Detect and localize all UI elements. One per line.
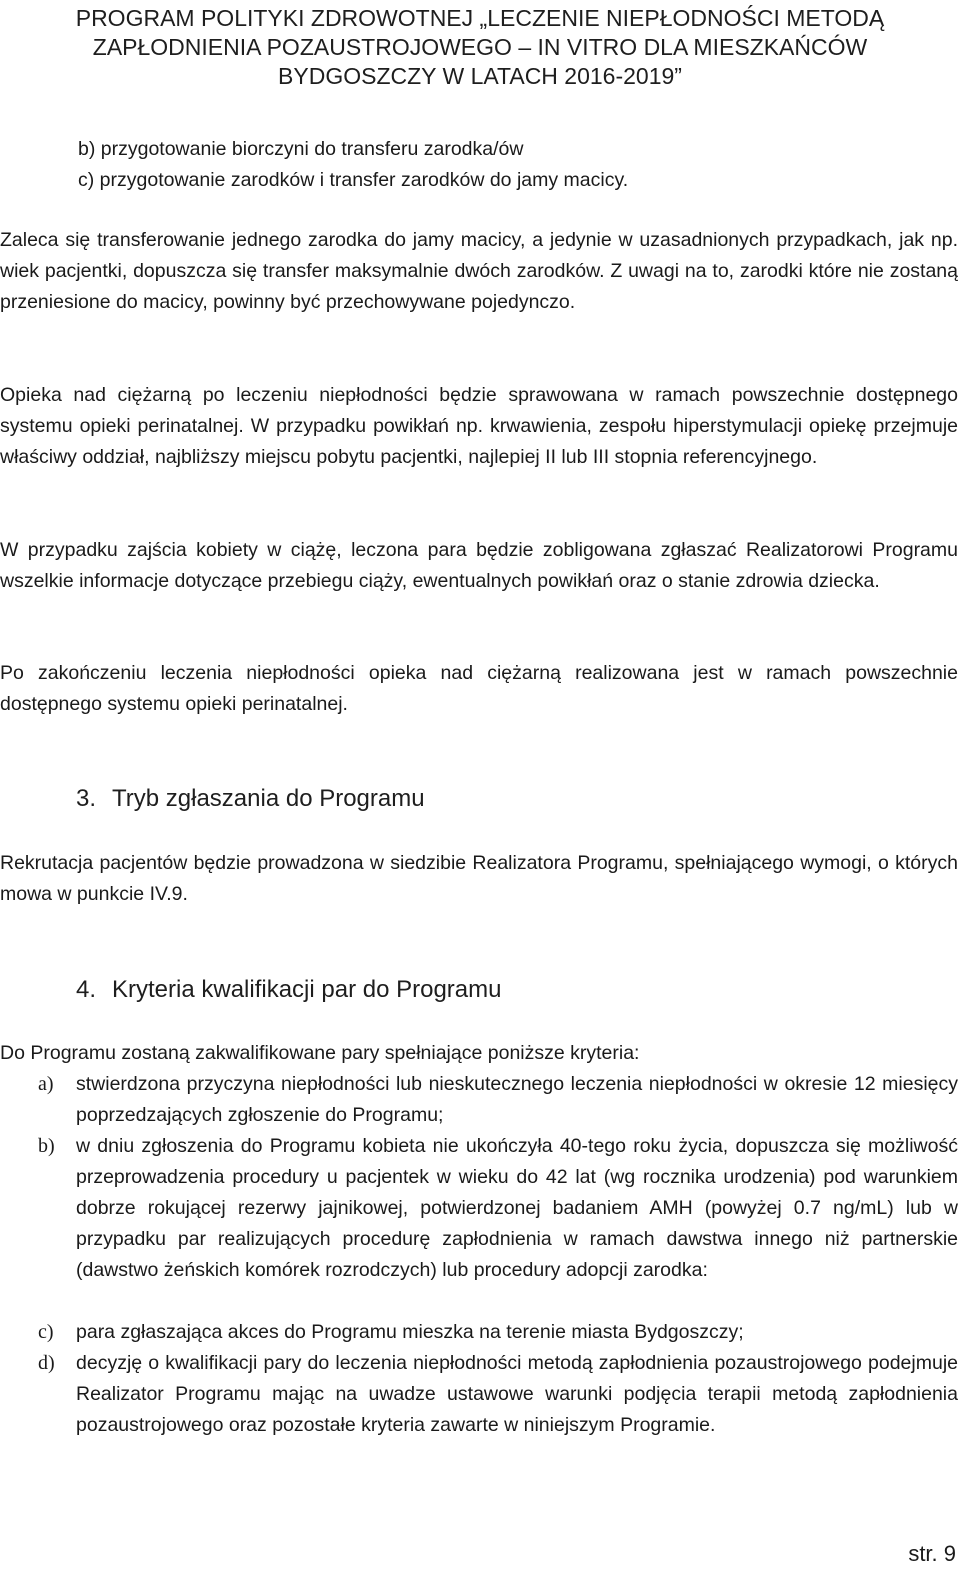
section-3-heading <box>76 783 425 815</box>
section-3-number: 3. <box>76 785 97 812</box>
section-4-intro: Do Programu zostaną zakwalifikowane pary spełniające poniższe kryteria: <box>0 1042 640 1064</box>
criterion-marker: a) <box>38 1073 54 1095</box>
section-4-title: Kryteria kwalifikacji par do Programu <box>112 976 502 1003</box>
section-4-number: 4. <box>76 976 97 1003</box>
paragraph-transfer: Zaleca się transferowanie jednego zarodka do jamy macicy, a jedynie w uzasadnionych przypadkach, jak np. wiek pacjentki, dopuszcza się transfer maksymalnie dwóch zarodków. Z uwagi na to, zarodki które nie zostaną przeniesione do macicy, powinny być przechowywane pojedynczo. <box>0 229 958 313</box>
header-line-2: ZAPŁODNIENIA POZAUSTROJOWEGO – IN VITRO DLA MIESZKAŃCÓW <box>92 34 868 60</box>
criterion-b <box>0 1131 958 1286</box>
criterion-text: para zgłaszająca akces do Programu mieszka na terenie miasta Bydgoszczy; <box>76 1321 744 1343</box>
criterion-text: decyzję o kwalifikacji pary do leczenia niepłodności metodą zapłodnienia pozaustrojowego podejmuje Realizator Programu mając na uwadze ustawowe warunki podjęcia terapii metodą zapłodnienia pozaustrojowego oraz pozostałe kryteria zawarte w niniejszym Programie. <box>76 1352 958 1436</box>
list-item-b: b) przygotowanie biorczyni do transferu zarodka/ów <box>78 138 524 160</box>
paragraph-care: Opieka nad ciężarną po leczeniu niepłodności będzie sprawowana w ramach powszechnie dostępnego systemu opieki perinatalnej. W przypadku powikłań np. krwawienia, zespołu hiperstymulacji opiekę przejmuje właściwy oddział, najbliższy miejscu pobytu pacjentki, najlepiej II lub III stopnia referencyjnego. <box>0 384 958 468</box>
criterion-a <box>0 1069 958 1131</box>
paragraph-after-treatment: Po zakończeniu leczenia niepłodności opieka nad ciężarną realizowana jest w ramach powszechnie dostępnego systemu opieki perinatalnej. <box>0 662 958 715</box>
section-4-heading <box>76 974 501 1006</box>
criterion-marker: d) <box>38 1352 55 1374</box>
section-3-text: Rekrutacja pacjentów będzie prowadzona w siedzibie Realizatora Programu, spełniającego wymogi, o których mowa w punkcie IV.9. <box>0 852 958 905</box>
criterion-c <box>0 1317 958 1348</box>
criterion-marker: b) <box>38 1135 55 1157</box>
criterion-text: stwierdzona przyczyna niepłodności lub nieskutecznego leczenia niepłodności w okresie 12 miesięcy poprzedzających zgłoszenie do Programu; <box>76 1073 958 1126</box>
criterion-marker: c) <box>38 1321 54 1343</box>
criterion-d <box>0 1348 958 1441</box>
paragraph-pregnancy: W przypadku zajścia kobiety w ciążę, leczona para będzie zobligowana zgłaszać Realizatorowi Programu wszelkie informacje dotyczące przebiegu ciąży, ewentualnych powikłań oraz o stanie zdrowia dziecka. <box>0 539 958 592</box>
section-3-title: Tryb zgłaszania do Programu <box>112 785 425 812</box>
list-item-c: c) przygotowanie zarodków i transfer zarodków do jamy macicy. <box>78 169 629 191</box>
criterion-text: w dniu zgłoszenia do Programu kobieta nie ukończyła 40-tego roku życia, dopuszcza się możliwość przeprowadzenia procedury u pacjentek w wieku do 42 lat (wg rocznika urodzenia) pod warunkiem dobrze rokującej rezerwy jajnikowej, potwierdzonej badaniem AMH (powyżej 0.7 ng/mL) lub w przypadku par realizujących procedurę zapłodnienia w ramach dawstwa innego niż partnerskie (dawstwo żeńskich komórek rozrodczych) lub procedury adopcji zarodka: <box>76 1135 958 1281</box>
page-number: str. 9 <box>908 1541 956 1566</box>
header-line-1: PROGRAM POLITYKI ZDROWOTNEJ „LECZENIE NIEPŁODNOŚCI METODĄ <box>75 5 885 31</box>
document-header <box>0 4 960 91</box>
header-line-3: BYDGOSZCZY W LATACH 2016-2019” <box>278 63 682 89</box>
